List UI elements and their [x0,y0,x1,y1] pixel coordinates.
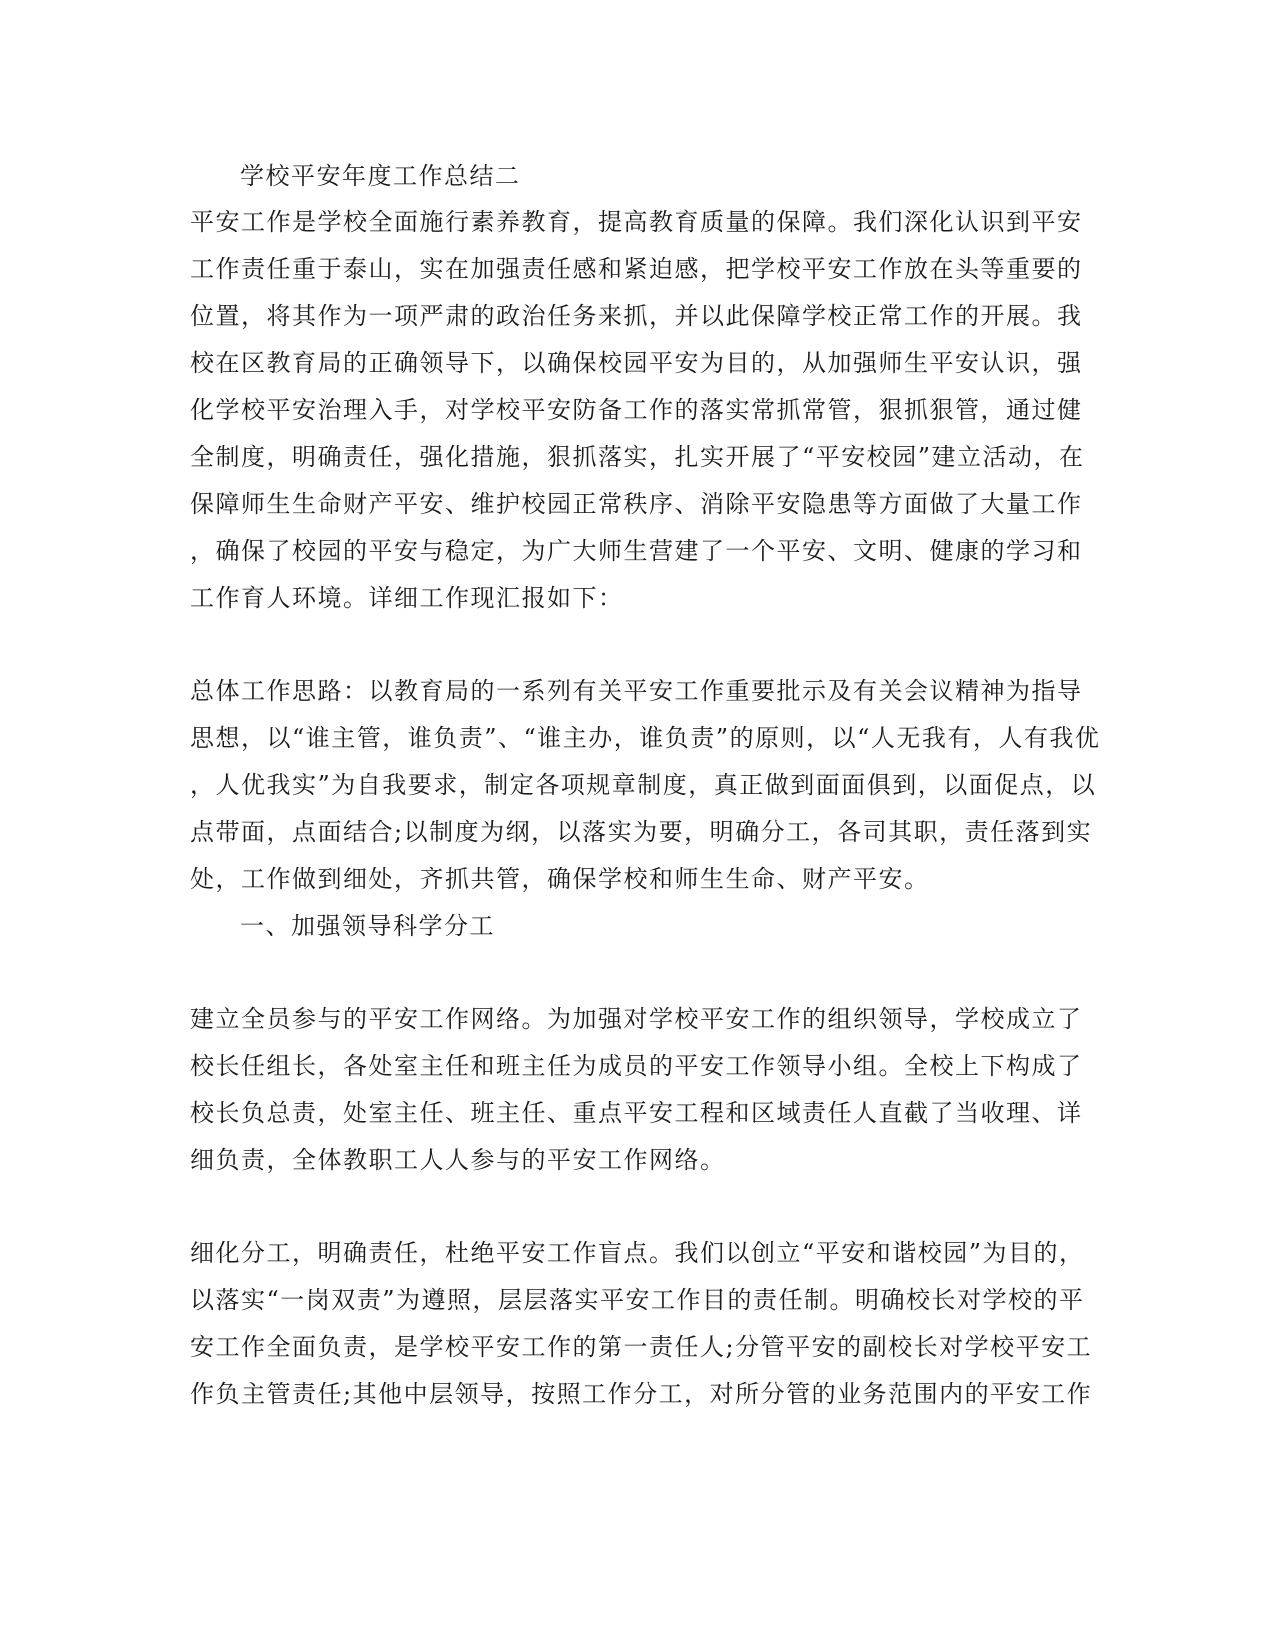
paragraph-line: 化学校平安治理入手，对学校平安防备工作的落实常抓常管，狠抓狠管，通过健 [190,396,1083,424]
paragraph-line: 建立全员参与的平安工作网络。为加强对学校平安工作的组织领导，学校成立了 [190,1005,1083,1033]
paragraph-line: 安工作全面负责，是学校平安工作的第一责任人;分管平安的副校长对学校平安工 [190,1333,1093,1361]
paragraph-line: 位置，将其作为一项严肃的政治任务来抓，并以此保障学校正常工作的开展。我 [190,302,1083,330]
paragraph-line: ，确保了校园的平安与稳定，为广大师生营建了一个平安、文明、健康的学习和 [190,537,1083,565]
paragraph-line: 校长任组长，各处室主任和班主任为成员的平安工作领导小组。全校上下构成了 [190,1052,1083,1080]
paragraph-line: 平安工作是学校全面施行素养教育，提高教育质量的保障。我们深化认识到平安 [190,208,1083,236]
paragraph-line: 细负责，全体教职工人人参与的平安工作网络。 [190,1146,726,1174]
paragraph-line: 总体工作思路：以教育局的一系列有关平安工作重要批示及有关会议精神为指导 [190,677,1083,705]
paragraph-line: 校长负总责，处室主任、班主任、重点平安工程和区域责任人直截了当收理、详 [190,1099,1083,1127]
paragraph-line: ，人优我实”为自我要求，制定各项规章制度，真正做到面面俱到，以面促点，以 [190,771,1097,799]
paragraph-line: 校在区教育局的正确领导下，以确保校园平安为目的，从加强师生平安认识，强 [190,349,1083,377]
paragraph-line: 细化分工，明确责任，杜绝平安工作盲点。我们以创立“平安和谐校园”为目的， [190,1239,1085,1267]
paragraph-line: 点带面，点面结合;以制度为纲，以落实为要，明确分工，各司其职，责任落到实 [190,818,1093,846]
paragraph-line: 保障师生生命财产平安、维护校园正常秩序、消除平安隐患等方面做了大量工作 [190,490,1083,518]
paragraph-line: 思想，以“谁主管，谁负责”、“谁主办，谁负责”的原则，以“人无我有，人有我优 [190,724,1101,752]
paragraph-line: 工作责任重于泰山，实在加强责任感和紧迫感，把学校平安工作放在头等重要的 [190,255,1083,283]
paragraph-line: 处，工作做到细处，齐抓共管，确保学校和师生生命、财产平安。 [190,865,930,893]
document-title: 学校平安年度工作总结二 [240,162,521,190]
paragraph-line: 全制度，明确责任，强化措施，狠抓落实，扎实开展了“平安校园”建立活动，在 [190,443,1085,471]
paragraph-line: 以落实“一岗双责”为遵照，层层落实平安工作目的责任制。明确校长对学校的平 [190,1286,1085,1314]
paragraph-line: 工作育人环境。详细工作现汇报如下： [190,584,624,612]
paragraph-line: 作负主管责任;其他中层领导，按照工作分工，对所分管的业务范围内的平安工作 [190,1380,1093,1408]
section-heading: 一、加强领导科学分工 [240,912,495,940]
